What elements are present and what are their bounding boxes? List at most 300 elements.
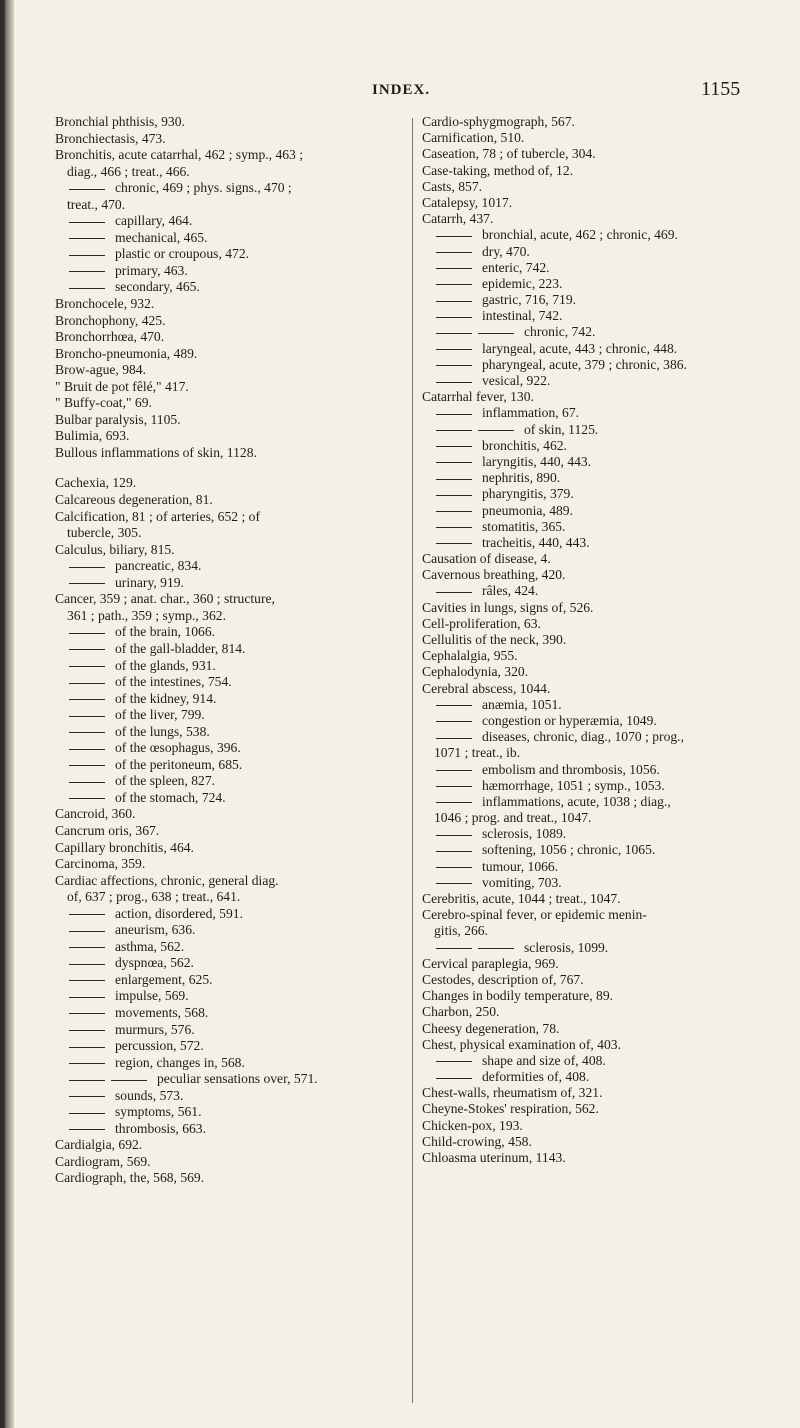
index-entry-text: Bronchial phthisis, 930. xyxy=(55,114,185,129)
index-entry xyxy=(422,648,762,664)
index-entry xyxy=(422,632,762,648)
index-entry xyxy=(422,988,762,1004)
index-entry xyxy=(422,1150,762,1166)
index-entry xyxy=(422,664,762,680)
ditto-dash xyxy=(69,798,105,799)
index-entry xyxy=(422,535,762,551)
index-entry-text: percussion, 572. xyxy=(115,1038,204,1054)
index-entry xyxy=(55,346,397,363)
ditto-dash xyxy=(436,738,472,739)
index-entry xyxy=(422,389,762,405)
ditto-dash xyxy=(436,592,472,593)
ditto-dash xyxy=(69,649,105,650)
index-entry xyxy=(422,292,762,308)
index-entry xyxy=(55,856,397,873)
index-entry xyxy=(55,246,397,263)
index-entry-text: 1071 ; treat., ib. xyxy=(434,745,521,761)
index-entry-text: " Buffy-coat," 69. xyxy=(55,395,152,411)
index-entry-text: plastic or croupous, 472. xyxy=(115,246,250,262)
index-entry xyxy=(422,907,762,923)
index-entry-text: stomatitis, 365. xyxy=(482,518,566,534)
index-entry xyxy=(422,891,762,907)
ditto-dash xyxy=(69,271,105,272)
index-entry-text: enteric, 742. xyxy=(482,259,550,275)
ditto-dash xyxy=(436,349,472,350)
index-entry xyxy=(55,955,397,972)
index-entry-text: congestion or hyperæmia, 1049. xyxy=(482,712,657,728)
ditto-dash xyxy=(69,947,105,948)
index-entry-text: aneurism, 636. xyxy=(115,922,196,938)
index-entry-text: Catalepsy, 1017. xyxy=(422,194,513,210)
index-entry-text: of the intestines, 754. xyxy=(115,674,232,690)
index-entry-text: pancreatic, 834. xyxy=(115,558,202,574)
ditto-dash xyxy=(436,365,472,366)
index-entry-text: " Bruit de pot fêlé," 417. xyxy=(55,378,189,394)
index-entry xyxy=(422,859,762,875)
index-entry-text: Cerebro-spinal fever, or epidemic menin- xyxy=(422,907,647,923)
index-entry-text: Bronchitis, acute catarrhal, 462 ; symp., 463 ; xyxy=(55,147,304,163)
index-entry xyxy=(422,745,762,761)
index-entry-text: Bulbar paralysis, 1105. xyxy=(55,411,181,427)
index-entry-text: Charbon, 250. xyxy=(422,1004,500,1020)
index-entry xyxy=(55,475,397,492)
index-entry-text: sclerosis, 1089. xyxy=(482,826,567,842)
index-entry xyxy=(422,503,762,519)
index-entry-text: of skin, 1125. xyxy=(524,421,599,437)
index-entry-text: softening, 1056 ; chronic, 1065. xyxy=(482,842,656,858)
index-entry xyxy=(422,211,762,227)
index-entry xyxy=(55,1038,397,1055)
ditto-dash xyxy=(69,666,105,667)
index-entry xyxy=(55,542,397,559)
index-entry-text: Chicken-pox, 193. xyxy=(422,1117,523,1133)
index-entry-text: bronchitis, 462. xyxy=(482,437,567,453)
index-entry xyxy=(422,130,762,146)
index-entry-text: tumour, 1066. xyxy=(482,858,559,874)
index-entry xyxy=(55,1022,397,1039)
index-entry xyxy=(55,939,397,956)
index-entry xyxy=(422,842,762,858)
ditto-dash xyxy=(69,1096,105,1097)
index-entry xyxy=(422,470,762,486)
index-entry xyxy=(55,197,397,214)
index-entry-text: embolism and thrombosis, 1056. xyxy=(482,761,660,777)
index-entry xyxy=(55,608,397,625)
index-entry-text: of the glands, 931. xyxy=(115,657,216,673)
index-entry-text: of the stomach, 724. xyxy=(115,789,226,805)
index-entry xyxy=(422,778,762,794)
ditto-dash xyxy=(436,721,472,722)
index-entry-text: vomiting, 703. xyxy=(482,874,562,890)
index-entry-text: of the lungs, 538. xyxy=(115,723,210,739)
ditto-dash xyxy=(69,567,105,568)
ditto-dash xyxy=(69,782,105,783)
index-entry-text: diag., 466 ; treat., 466. xyxy=(67,163,190,179)
index-entry-text: Cardiograph, the, 568, 569. xyxy=(55,1170,205,1186)
index-entry-text: pharyngitis, 379. xyxy=(482,486,574,502)
ditto-dash xyxy=(69,980,105,981)
index-entry-text: Cerebritis, acute, 1044 ; treat., 1047. xyxy=(422,891,621,906)
ditto-dash xyxy=(436,867,472,868)
index-entry xyxy=(422,1037,762,1053)
index-entry xyxy=(422,308,762,324)
index-entry-text: secondary, 465. xyxy=(115,279,200,295)
index-entry-text: Cephalodynia, 320. xyxy=(422,664,529,680)
ditto-dash xyxy=(69,914,105,915)
index-entry xyxy=(422,357,762,373)
index-entry-text: impulse, 569. xyxy=(115,988,189,1004)
index-entry xyxy=(422,324,762,340)
index-entry-text: Cellulitis of the neck, 390. xyxy=(422,632,567,647)
index-entry xyxy=(422,405,762,421)
ditto-dash xyxy=(69,716,105,717)
index-entry-text: diseases, chronic, diag., 1070 ; prog., xyxy=(482,729,684,745)
index-entry-text: Caseation, 78 ; of tubercle, 304. xyxy=(422,146,596,162)
index-entry-text: of the kidney, 914. xyxy=(115,690,217,706)
ditto-dash xyxy=(436,527,472,528)
index-entry-text: region, changes in, 568. xyxy=(115,1054,245,1070)
index-entry-text: gitis, 266. xyxy=(434,923,489,939)
index-entry-text: primary, 463. xyxy=(115,262,188,278)
index-entry xyxy=(55,658,397,675)
ditto-dash xyxy=(69,189,105,190)
ditto-dash xyxy=(436,851,472,852)
index-entry-text: bronchial, acute, 462 ; chronic, 469. xyxy=(482,227,678,243)
index-entry xyxy=(55,279,397,296)
index-entry-text: vesical, 922. xyxy=(482,373,551,388)
ditto-dash xyxy=(111,1080,147,1081)
index-entry xyxy=(55,412,397,429)
index-entry-text: Case-taking, method of, 12. xyxy=(422,162,574,178)
index-entry-text: Bulimia, 693. xyxy=(55,428,130,444)
index-entry-text: Capillary bronchitis, 464. xyxy=(55,839,194,855)
index-entry xyxy=(55,1088,397,1105)
index-entry xyxy=(55,1071,397,1088)
index-entry xyxy=(422,163,762,179)
index-entry xyxy=(55,263,397,280)
index-entry-text: Cervical paraplegia, 969. xyxy=(422,955,559,971)
index-entry xyxy=(422,600,762,616)
index-entry-text: 361 ; path., 359 ; symp., 362. xyxy=(67,607,226,623)
index-entry xyxy=(422,875,762,891)
ditto-dash xyxy=(478,948,514,949)
index-entry xyxy=(55,509,397,526)
index-entry xyxy=(55,147,397,164)
index-entry-text: gastric, 716, 719. xyxy=(482,292,577,308)
index-entry xyxy=(422,923,762,939)
ditto-dash xyxy=(69,765,105,766)
index-entry-text: Cheyne-Stokes' respiration, 562. xyxy=(422,1101,599,1117)
ditto-dash xyxy=(436,948,472,949)
index-entry xyxy=(422,244,762,260)
ditto-dash xyxy=(436,511,472,512)
index-entry xyxy=(422,1021,762,1037)
index-entry xyxy=(55,840,397,857)
ditto-dash xyxy=(436,1061,472,1062)
index-entry xyxy=(55,445,397,462)
index-entry-text: of the peritoneum, 685. xyxy=(115,756,243,772)
index-entry-text: tubercle, 305. xyxy=(67,525,142,541)
index-entry-text: Cerebral abscess, 1044. xyxy=(422,680,551,696)
index-entry xyxy=(55,1104,397,1121)
index-entry-text: nephritis, 890. xyxy=(482,470,561,486)
index-entry xyxy=(422,713,762,729)
index-entry xyxy=(55,972,397,989)
index-entry xyxy=(55,230,397,247)
ditto-dash xyxy=(478,333,514,334)
index-column-left xyxy=(55,114,397,1187)
ditto-dash xyxy=(436,495,472,496)
index-entry xyxy=(55,707,397,724)
index-entry xyxy=(422,454,762,470)
index-entry xyxy=(422,438,762,454)
index-entry-text: peculiar sensations over, 571. xyxy=(157,1071,318,1087)
index-entry xyxy=(55,873,397,890)
index-entry xyxy=(55,329,397,346)
ditto-dash xyxy=(69,1080,105,1081)
index-entry xyxy=(55,575,397,592)
index-entry-text: anæmia, 1051. xyxy=(482,696,562,712)
ditto-dash xyxy=(69,255,105,256)
index-entry-text: Carnification, 510. xyxy=(422,130,525,146)
ditto-dash xyxy=(436,883,472,884)
ditto-dash xyxy=(436,479,472,480)
index-entry-text: Cardiogram, 569. xyxy=(55,1153,151,1169)
index-entry xyxy=(55,757,397,774)
ditto-dash xyxy=(436,236,472,237)
index-entry-text: of the brain, 1066. xyxy=(115,624,216,640)
index-entry xyxy=(55,428,397,445)
index-entry xyxy=(55,674,397,691)
index-entry-text: Bronchophony, 425. xyxy=(55,312,166,328)
index-entry-text: Calcareous degeneration, 81. xyxy=(55,492,213,508)
index-entry-text: shape and size of, 408. xyxy=(482,1052,606,1068)
index-entry-text: Cell-proliferation, 63. xyxy=(422,615,541,631)
index-entry-text: Bronchorrhœa, 470. xyxy=(55,329,165,345)
ditto-dash xyxy=(69,288,105,289)
ditto-dash xyxy=(69,683,105,684)
ditto-dash xyxy=(69,583,105,584)
ditto-dash xyxy=(436,301,472,302)
index-entry xyxy=(55,922,397,939)
ditto-dash xyxy=(436,284,472,285)
ditto-dash xyxy=(69,732,105,733)
ditto-dash xyxy=(436,835,472,836)
index-entry-text: action, disordered, 591. xyxy=(115,905,243,921)
index-entry xyxy=(422,681,762,697)
index-entry xyxy=(422,1134,762,1150)
index-entry-text: pharyngeal, acute, 379 ; chronic, 386. xyxy=(482,356,687,372)
index-entry xyxy=(422,551,762,567)
index-entry-text: tracheitis, 440, 443. xyxy=(482,534,590,550)
index-entry-text: Cancroid, 360. xyxy=(55,806,136,822)
index-entry xyxy=(422,146,762,162)
index-entry-text: thrombosis, 663. xyxy=(115,1120,207,1136)
index-entry-text: sounds, 573. xyxy=(115,1087,184,1103)
ditto-dash xyxy=(436,430,472,431)
index-entry xyxy=(422,583,762,599)
index-entry-text: laryngeal, acute, 443 ; chronic, 448. xyxy=(482,340,678,356)
index-entry xyxy=(55,988,397,1005)
ditto-dash xyxy=(69,1113,105,1114)
index-entry xyxy=(55,806,397,823)
ditto-dash xyxy=(436,252,472,253)
ditto-dash xyxy=(69,633,105,634)
index-entry xyxy=(422,616,762,632)
index-entry xyxy=(55,379,397,396)
ditto-dash xyxy=(436,333,472,334)
index-entry-text: Carcinoma, 359. xyxy=(55,856,146,872)
index-entry-text: chronic, 469 ; phys. signs., 470 ; xyxy=(115,180,292,196)
index-entry xyxy=(422,1118,762,1134)
ditto-dash xyxy=(69,1030,105,1031)
index-entry xyxy=(422,972,762,988)
index-entry-text: Catarrhal fever, 130. xyxy=(422,389,534,405)
index-entry xyxy=(422,260,762,276)
index-entry xyxy=(55,313,397,330)
index-entry xyxy=(55,131,397,148)
index-entry-text: Chest, physical examination of, 403. xyxy=(422,1036,621,1052)
ditto-dash xyxy=(436,770,472,771)
index-entry-text: of the liver, 799. xyxy=(115,707,205,723)
index-entry-text: enlargement, 625. xyxy=(115,971,213,987)
ditto-dash xyxy=(69,1047,105,1048)
index-entry-text: Cephalalgia, 955. xyxy=(422,648,518,664)
index-entry xyxy=(55,691,397,708)
index-entry xyxy=(55,724,397,741)
index-entry-text: Cancrum oris, 367. xyxy=(55,822,160,838)
index-entry-text: Chest-walls, rheumatism of, 321. xyxy=(422,1085,603,1101)
index-entry xyxy=(55,296,397,313)
index-entry xyxy=(55,1170,397,1187)
index-entry-text: râles, 424. xyxy=(482,583,539,599)
index-entry-text: mechanical, 465. xyxy=(115,229,208,245)
ditto-dash xyxy=(436,543,472,544)
index-entry-text: Calcification, 81 ; of arteries, 652 ; of xyxy=(55,508,260,524)
index-entry xyxy=(422,940,762,956)
index-entry-text: hæmorrhage, 1051 ; symp., 1053. xyxy=(482,777,665,793)
index-entry-text: Causation of disease, 4. xyxy=(422,551,551,567)
ditto-dash xyxy=(69,1063,105,1064)
index-entry-text: Brow-ague, 984. xyxy=(55,362,146,378)
index-entry xyxy=(55,525,397,542)
index-entry xyxy=(422,276,762,292)
index-entry xyxy=(55,740,397,757)
index-entry xyxy=(422,762,762,778)
index-entry xyxy=(422,956,762,972)
index-entry xyxy=(55,164,397,181)
index-entry-text: Cavities in lungs, signs of, 526. xyxy=(422,599,594,615)
index-entry xyxy=(422,227,762,243)
index-entry-text: treat., 470. xyxy=(67,196,126,212)
ditto-dash xyxy=(69,222,105,223)
index-entry-text: urinary, 919. xyxy=(115,574,184,590)
index-entry-text: Bronchocele, 932. xyxy=(55,296,155,312)
index-entry xyxy=(55,1154,397,1171)
index-entry xyxy=(55,395,397,412)
index-entry xyxy=(55,906,397,923)
index-entry-text: 1046 ; prog. and treat., 1047. xyxy=(434,810,592,826)
ditto-dash xyxy=(436,802,472,803)
ditto-dash xyxy=(69,749,105,750)
index-entry-text: murmurs, 576. xyxy=(115,1021,195,1037)
index-entry-text: Cheesy degeneration, 78. xyxy=(422,1020,560,1036)
index-entry-text: Cestodes, description of, 767. xyxy=(422,971,584,987)
index-entry-text: Cancer, 359 ; anat. char., 360 ; structure, xyxy=(55,591,275,607)
index-entry-text: Child-crowing, 458. xyxy=(422,1133,532,1149)
index-entry xyxy=(422,1101,762,1117)
index-entry xyxy=(422,373,762,389)
index-entry-text: Catarrh, 437. xyxy=(422,211,494,227)
index-entry-text: Cavernous breathing, 420. xyxy=(422,567,566,583)
index-entry xyxy=(422,567,762,583)
index-entry xyxy=(422,341,762,357)
index-entry xyxy=(422,179,762,195)
ditto-dash xyxy=(69,1013,105,1014)
ditto-dash xyxy=(436,268,472,269)
index-entry xyxy=(55,114,397,131)
index-entry-text: Chloasma uterinum, 1143. xyxy=(422,1150,566,1165)
page-binding-edge xyxy=(0,0,14,1428)
column-divider xyxy=(412,118,413,1403)
index-entry-text: Casts, 857. xyxy=(422,178,483,194)
index-entry-text: capillary, 464. xyxy=(115,213,193,229)
index-entry-text: of the œsophagus, 396. xyxy=(115,740,241,756)
index-entry xyxy=(422,794,762,810)
ditto-dash xyxy=(69,699,105,700)
ditto-dash xyxy=(69,931,105,932)
index-entry-text: Cardialgia, 692. xyxy=(55,1137,143,1153)
index-entry xyxy=(55,558,397,575)
index-entry-text: symptoms, 561. xyxy=(115,1104,202,1120)
index-entry-text: Cachexia, 129. xyxy=(55,475,137,491)
index-entry xyxy=(55,773,397,790)
index-entry-text: dyspnœa, 562. xyxy=(115,955,194,971)
index-entry xyxy=(422,519,762,535)
index-entry-text: sclerosis, 1099. xyxy=(524,939,609,955)
index-entry-text: Cardiac affections, chronic, general diag. xyxy=(55,872,279,888)
index-entry xyxy=(422,422,762,438)
index-entry-text: Changes in bodily temperature, 89. xyxy=(422,988,614,1004)
page-header xyxy=(0,78,800,112)
index-entry xyxy=(422,486,762,502)
index-entry xyxy=(55,591,397,608)
page-number: 1155 xyxy=(701,78,741,100)
index-entry xyxy=(422,114,762,130)
index-entry-text: pneumonia, 489. xyxy=(482,502,573,518)
ditto-dash xyxy=(478,430,514,431)
index-entry-text: movements, 568. xyxy=(115,1004,209,1020)
ditto-dash xyxy=(436,317,472,318)
ditto-dash xyxy=(436,382,472,383)
ditto-dash xyxy=(69,238,105,239)
index-entry xyxy=(55,1005,397,1022)
index-column-right xyxy=(422,114,762,1166)
ditto-dash xyxy=(436,462,472,463)
ditto-dash xyxy=(436,446,472,447)
running-title: INDEX. xyxy=(372,82,431,98)
index-entry-text: of the gall-bladder, 814. xyxy=(115,640,246,656)
index-entry xyxy=(55,624,397,641)
index-entry xyxy=(55,1121,397,1138)
index-entry-text: of, 637 ; prog., 638 ; treat., 641. xyxy=(67,889,241,905)
ditto-dash xyxy=(436,705,472,706)
index-entry xyxy=(422,195,762,211)
index-entry xyxy=(55,790,397,807)
index-entry xyxy=(55,180,397,197)
index-entry xyxy=(422,1085,762,1101)
index-entry-text: dry, 470. xyxy=(482,243,530,259)
